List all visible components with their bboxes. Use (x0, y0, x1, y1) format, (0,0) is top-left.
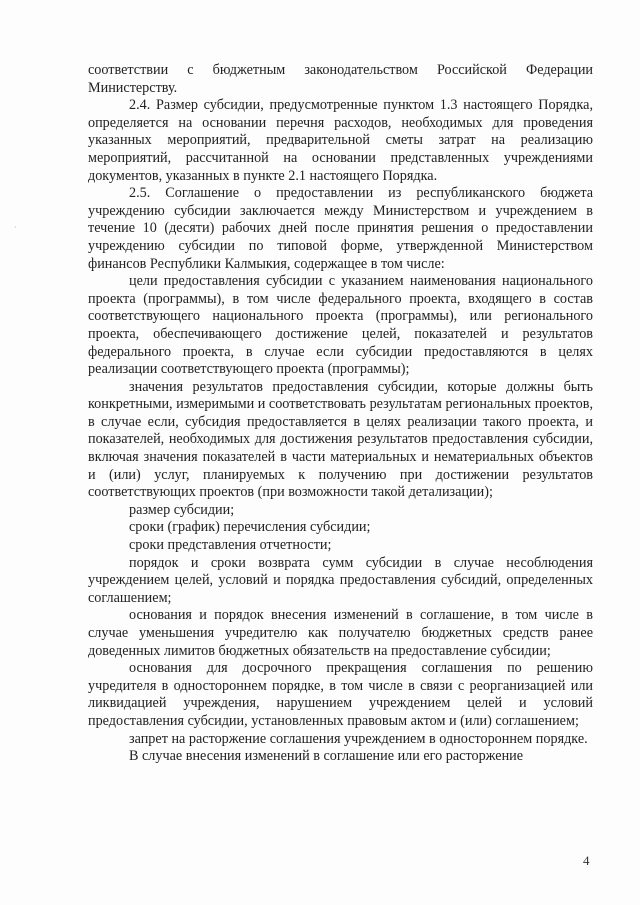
page-number: 4 (583, 853, 590, 868)
paragraph-refund-procedure: порядок и сроки возврата сумм субсидии в случае несоблюдения учреждением целей, условий и порядка предоставления субсидий, определенных соглашением; (88, 554, 593, 606)
paragraph-final: В случае внесения изменений в соглашение или его расторжение (129, 748, 524, 765)
paragraph-subsidy-size: размер субсидии; (129, 501, 235, 518)
paragraph-amendment-grounds: основания и порядок внесения изменений в соглашение, в том числе в случае уменьшения учредителю как получателю бюджетных средств ранее доведенных лимитов бюджетных обязательств на предоставление субсидии; (88, 607, 593, 659)
paragraph-reporting-terms: сроки представления отчетности; (129, 537, 332, 554)
scan-margin-mark: · (14, 223, 17, 232)
paragraph-termination-grounds: основания для досрочного прекращения соглашения по решению учредителя в одностороннем порядке, в том числе в связи с реорганизацией или ликвидацией учреждения, нарушением учреждением целей и условий предоставления субсидии, установленных правовым актом и (или) соглашением; (88, 660, 593, 729)
document-body (88, 62, 593, 766)
paragraph-continuation: соответствии с бюджетным законодательством Российской Федерации Министерству. (88, 62, 593, 96)
paragraph-unilateral-ban: запрет на расторжение соглашения учреждением в одностороннем порядке. (129, 730, 588, 747)
paragraph-payment-schedule: сроки (график) перечисления субсидии; (129, 519, 371, 536)
paragraph-goals: цели предоставления субсидии с указанием наименования национального проекта (программы), в том числе федерального проекта, входящего в состав соответствующего национального проекта (программы), или регионального проекта, обеспечивающего достижение целей, показателей и результатов федерального проекта, в случае если субсидии предоставляются в целях реализации соответствующего проекта (программы); (88, 273, 593, 378)
paragraph-2-5: 2.5. Соглашение о предоставлении из республиканского бюджета учреждению субсидии заключается между Министерством и учреждением в течение 10 (десяти) рабочих дней после принятия решения о предоставлении учреждению субсидии по типовой форме, утвержденной Министерством финансов Республики Калмыкия, содержащее в том числе: (88, 185, 593, 272)
paragraph-results: значения результатов предоставления субсидии, которые должны быть конкретными, измеримыми и соответствовать результатам региональных проектов, в случае если, субсидия предоставляется в целях реализации такого проекта, и показателей, необходимых для достижения результатов предоставления субсидии, включая значения показателей в части материальных и нематериальных объектов и (или) услуг, планируемых к получению при достижении результатов соответствующих проектов (при возможности такой детализации); (88, 378, 593, 501)
paragraph-2-4: 2.4. Размер субсидии, предусмотренные пунктом 1.3 настоящего Порядка, определяется на основании перечня расходов, необходимых для проведения указанных мероприятий, предварительной сметы затрат на реализацию мероприятий, рассчитанной на основании представленных учреждениями документов, указанных в пункте 2.1 настоящего Порядка. (88, 97, 593, 184)
